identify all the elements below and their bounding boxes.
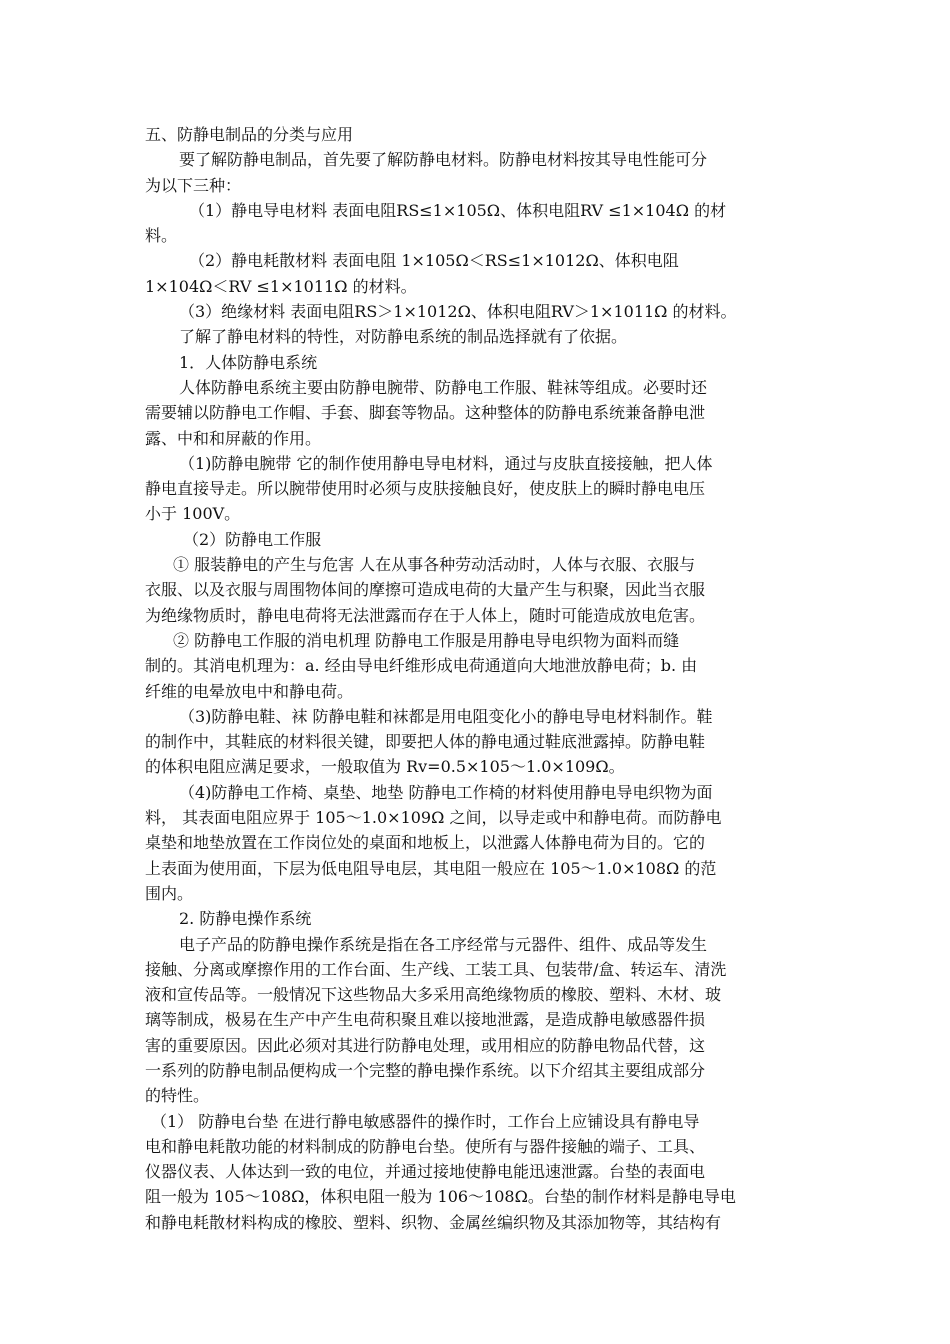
text-line: 上表面为使用面，下层为低电阻导电层，其电阻一般应在 105～1.0×108Ω 的范 bbox=[145, 858, 717, 878]
text-line: 的特性。 bbox=[145, 1086, 210, 1106]
text-line: （1）静电导电材料 表面电阻RS≤1×105Ω、体积电阻RV ≤1×104Ω 的材 bbox=[189, 200, 727, 220]
text-line: 围内。 bbox=[145, 883, 194, 903]
text-line: （3)防静电鞋、袜 防静电鞋和袜都是用电阻变化小的静电导电材料制作。鞋 bbox=[179, 706, 713, 726]
text-line: 桌垫和地垫放置在工作岗位处的桌面和地板上，以泄露人体静电荷为目的。它的 bbox=[145, 833, 706, 853]
text-line: 1×104Ω＜RV ≤1×1011Ω 的材料。 bbox=[145, 276, 417, 296]
text-line: 要了解防静电制品，首先要了解防静电材料。防静电材料按其导电性能可分 bbox=[179, 150, 708, 170]
text-line: （1)防静电腕带 它的制作使用静电导电材料，通过与皮肤直接接触，把人体 bbox=[179, 453, 713, 473]
text-line: 阻一般为 105～108Ω，体积电阻一般为 106～108Ω。台垫的制作材料是静电导电 bbox=[145, 1187, 736, 1207]
text-line: （2）防静电工作服 bbox=[183, 529, 322, 549]
text-line: 仪器仪表、人体达到一致的电位，并通过接地使静电能迅速泄露。台垫的表面电 bbox=[145, 1162, 706, 1182]
text-line: 露、中和和屏蔽的作用。 bbox=[145, 428, 322, 448]
text-line: ② 防静电工作服的消电机理 防静电工作服是用静电导电织物为面料而缝 bbox=[173, 630, 680, 650]
text-line: 需要辅以防静电工作帽、手套、脚套等物品。这种整体的防静电系统兼备静电泄 bbox=[145, 403, 706, 423]
text-line: 的体积电阻应满足要求，一般取值为 Rv=0.5×105～1.0×109Ω。 bbox=[145, 757, 625, 777]
text-line: （1） 防静电台垫 在进行静电敏感器件的操作时，工作台上应铺设具有静电导 bbox=[151, 1111, 700, 1131]
text-line: 一系列的防静电制品便构成一个完整的静电操作系统。以下介绍其主要组成部分 bbox=[145, 1060, 706, 1080]
text-line: 静电直接导走。所以腕带使用时必须与皮肤接触良好，使皮肤上的瞬时静电电压 bbox=[145, 479, 706, 499]
text-line: 为绝缘物质时，静电电荷将无法泄露而存在于人体上，随时可能造成放电危害。 bbox=[145, 605, 706, 625]
text-line: 制的。其消电机理为：a. 经由导电纤维形成电荷通道向大地泄放静电荷；b. 由 bbox=[145, 656, 698, 676]
text-line: 2. 防静电操作系统 bbox=[179, 909, 312, 929]
text-line: 衣服、以及衣服与周围物体间的摩擦可造成电荷的大量产生与积聚，因此当衣服 bbox=[145, 580, 706, 600]
text-line: 接触、分离或摩擦作用的工作台面、生产线、工装工具、包装带/盒、转运车、清洗 bbox=[145, 959, 727, 979]
text-line: ① 服装静电的产生与危害 人在从事各种劳动活动时，人体与衣服、衣服与 bbox=[173, 555, 696, 575]
text-line: 的制作中，其鞋底的材料很关键，即要把人体的静电通过鞋底泄露掉。防静电鞋 bbox=[145, 732, 706, 752]
text-line: 璃等制成，极易在生产中产生电荷积聚且难以接地泄露，是造成静电敏感器件损 bbox=[145, 1010, 706, 1030]
text-line: 纤维的电晕放电中和静电荷。 bbox=[145, 681, 354, 701]
text-line: 害的重要原因。因此必须对其进行防静电处理，或用相应的防静电物品代替，这 bbox=[145, 1035, 706, 1055]
text-line: 五、防静电制品的分类与应用 bbox=[145, 125, 354, 144]
text-line: 1．人体防静电系统 bbox=[179, 352, 318, 372]
text-line: 和静电耗散材料构成的橡胶、塑料、织物、金属丝编织物及其添加物等，其结构有 bbox=[145, 1212, 722, 1232]
document-body bbox=[145, 122, 810, 1235]
text-line: （2）静电耗散材料 表面电阻 1×105Ω＜RS≤1×1012Ω、体积电阻 bbox=[189, 251, 679, 271]
text-line: 为以下三种： bbox=[145, 175, 242, 195]
text-line: 料， 其表面电阻应界于 105～1.0×109Ω 之间，以导走或中和静电荷。而防静电 bbox=[145, 808, 722, 828]
text-line: 液和宣传品等。一般情况下这些物品大多采用高绝缘物质的橡胶、塑料、木材、玻 bbox=[145, 985, 722, 1005]
text-line: 料。 bbox=[145, 226, 178, 246]
text-line: （3）绝缘材料 表面电阻RS＞1×1012Ω、体积电阻RV＞1×1011Ω 的材料。 bbox=[179, 302, 737, 322]
text-line: 了解了静电材料的特性，对防静电系统的制品选择就有了依据。 bbox=[179, 327, 628, 347]
text-line: 人体防静电系统主要由防静电腕带、防静电工作服、鞋袜等组成。必要时还 bbox=[179, 377, 708, 397]
text-line: 电和静电耗散功能的材料制成的防静电台垫。使所有与器件接触的端子、工具、 bbox=[145, 1136, 706, 1156]
text-line: 小于 100V。 bbox=[145, 504, 241, 524]
text-line: （4)防静电工作椅、桌垫、地垫 防静电工作椅的材料使用静电导电织物为面 bbox=[179, 782, 713, 802]
text-line: 电子产品的防静电操作系统是指在各工序经常与元器件、组件、成品等发生 bbox=[179, 934, 708, 954]
